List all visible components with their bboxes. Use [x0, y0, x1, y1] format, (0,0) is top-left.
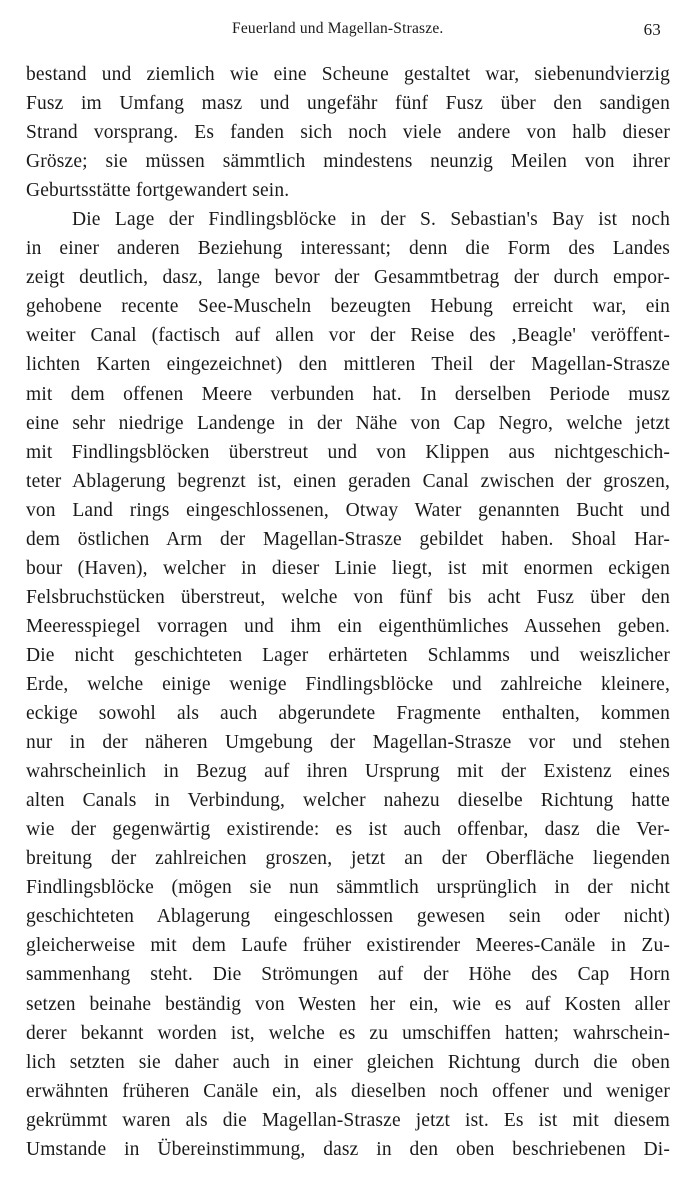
- text-line: alten Canals in Verbindung, welcher nahezu dieselbe Richtung hatte: [26, 790, 670, 812]
- text-line: bour (Haven), welcher in dieser Linie liegt, ist mit enormen eckigen: [26, 557, 670, 579]
- body-text: [26, 60, 670, 1164]
- text-line: mit dem offenen Meere verbunden hat. In derselben Periode musz: [26, 383, 670, 405]
- text-line: Die nicht geschichteten Lager erhärteten Schlamms und weiszlicher: [26, 644, 670, 666]
- text-line: Umstande in Übereinstimmung, dasz in den oben beschriebenen Di-: [26, 1138, 670, 1160]
- text-line: sammenhang steht. Die Strömungen auf der Höhe des Cap Horn: [26, 964, 670, 986]
- text-line: Fusz im Umfang masz und ungefähr fünf Fusz über den sandigen: [26, 93, 670, 115]
- text-line: gekrümmt waren als die Magellan-Strasze jetzt ist. Es ist mit diesem: [26, 1109, 670, 1131]
- text-line: eine sehr niedrige Landenge in der Nähe von Cap Negro, welche jetzt: [26, 412, 670, 434]
- text-line: Findlingsblöcke (mögen sie nun sämmtlich ursprünglich in der nicht: [26, 877, 670, 899]
- text-line: wahrscheinlich in Bezug auf ihren Ursprung mit der Existenz eines: [26, 761, 670, 783]
- text-line: derer bekannt worden ist, welche es zu umschiffen hatten; wahrschein-: [26, 1022, 670, 1044]
- text-line: Meeresspiegel vorragen und ihm ein eigenthümliches Aussehen geben.: [26, 615, 670, 637]
- text-line: lichten Karten eingezeichnet) den mittleren Theil der Magellan-Strasze: [26, 354, 670, 376]
- text-line: eckige sowohl als auch abgerundete Fragmente enthalten, kommen: [26, 703, 670, 725]
- text-line: wie der gegenwärtig existirende: es ist auch offenbar, dasz die Ver-: [26, 819, 670, 841]
- text-line: dem östlichen Arm der Magellan-Strasze gebildet haben. Shoal Har-: [26, 528, 670, 550]
- paragraph-start-line: Die Lage der Findlingsblöcke in der S. Sebastian's Bay ist noch: [72, 209, 670, 231]
- text-line: teter Ablagerung begrenzt ist, einen geraden Canal zwischen der groszen,: [26, 470, 670, 492]
- text-line: setzen beinahe beständig von Westen her ein, wie es auf Kosten aller: [26, 993, 670, 1015]
- text-line: von Land rings eingeschlossenen, Otway Water genannten Bucht und: [26, 499, 670, 521]
- text-line: Grösze; sie müssen sämmtlich mindestens neunzig Meilen von ihrer: [26, 151, 670, 173]
- text-line: Erde, welche einige wenige Findlingsblöcke und zahlreiche kleinere,: [26, 673, 670, 695]
- page-number: 63: [643, 20, 661, 39]
- text-line: Geburtsstätte fortgewandert sein.: [26, 180, 290, 202]
- text-line: nur in der näheren Umgebung der Magellan-Strasze vor und stehen: [26, 732, 670, 754]
- text-line: bestand und ziemlich wie eine Scheune gestaltet war, siebenundvierzig: [26, 64, 670, 85]
- text-line: lich setzten sie daher auch in einer gleichen Richtung durch die oben: [26, 1051, 670, 1073]
- text-line: breitung der zahlreichen groszen, jetzt an der Oberfläche liegenden: [26, 848, 670, 870]
- text-line: in einer anderen Beziehung interessant; denn die Form des Landes: [26, 238, 670, 260]
- text-line: zeigt deutlich, dasz, lange bevor der Gesammtbetrag der durch empor-: [26, 267, 670, 289]
- running-header: [0, 20, 691, 44]
- text-line: Strand vorsprang. Es fanden sich noch viele andere von halb dieser: [26, 122, 670, 144]
- text-line: Felsbruchstücken überstreut, welche von fünf bis acht Fusz über den: [26, 586, 670, 608]
- text-line: weiter Canal (factisch auf allen vor der Reise des ‚Beagle' veröffent-: [26, 325, 670, 347]
- text-line: mit Findlingsblöcken überstreut und von Klippen aus nichtgeschich-: [26, 441, 670, 463]
- text-line: gehobene recente See-Muscheln bezeugten Hebung erreicht war, ein: [26, 296, 670, 318]
- running-title: Feuerland und Magellan-Strasze.: [232, 20, 444, 37]
- text-line: erwähnten früheren Canäle ein, als dieselben noch offener und weniger: [26, 1080, 670, 1102]
- text-line: gleicherweise mit dem Laufe früher existirender Meeres-Canäle in Zu-: [26, 935, 670, 957]
- text-line: geschichteten Ablagerung eingeschlossen gewesen sein oder nicht): [26, 906, 670, 928]
